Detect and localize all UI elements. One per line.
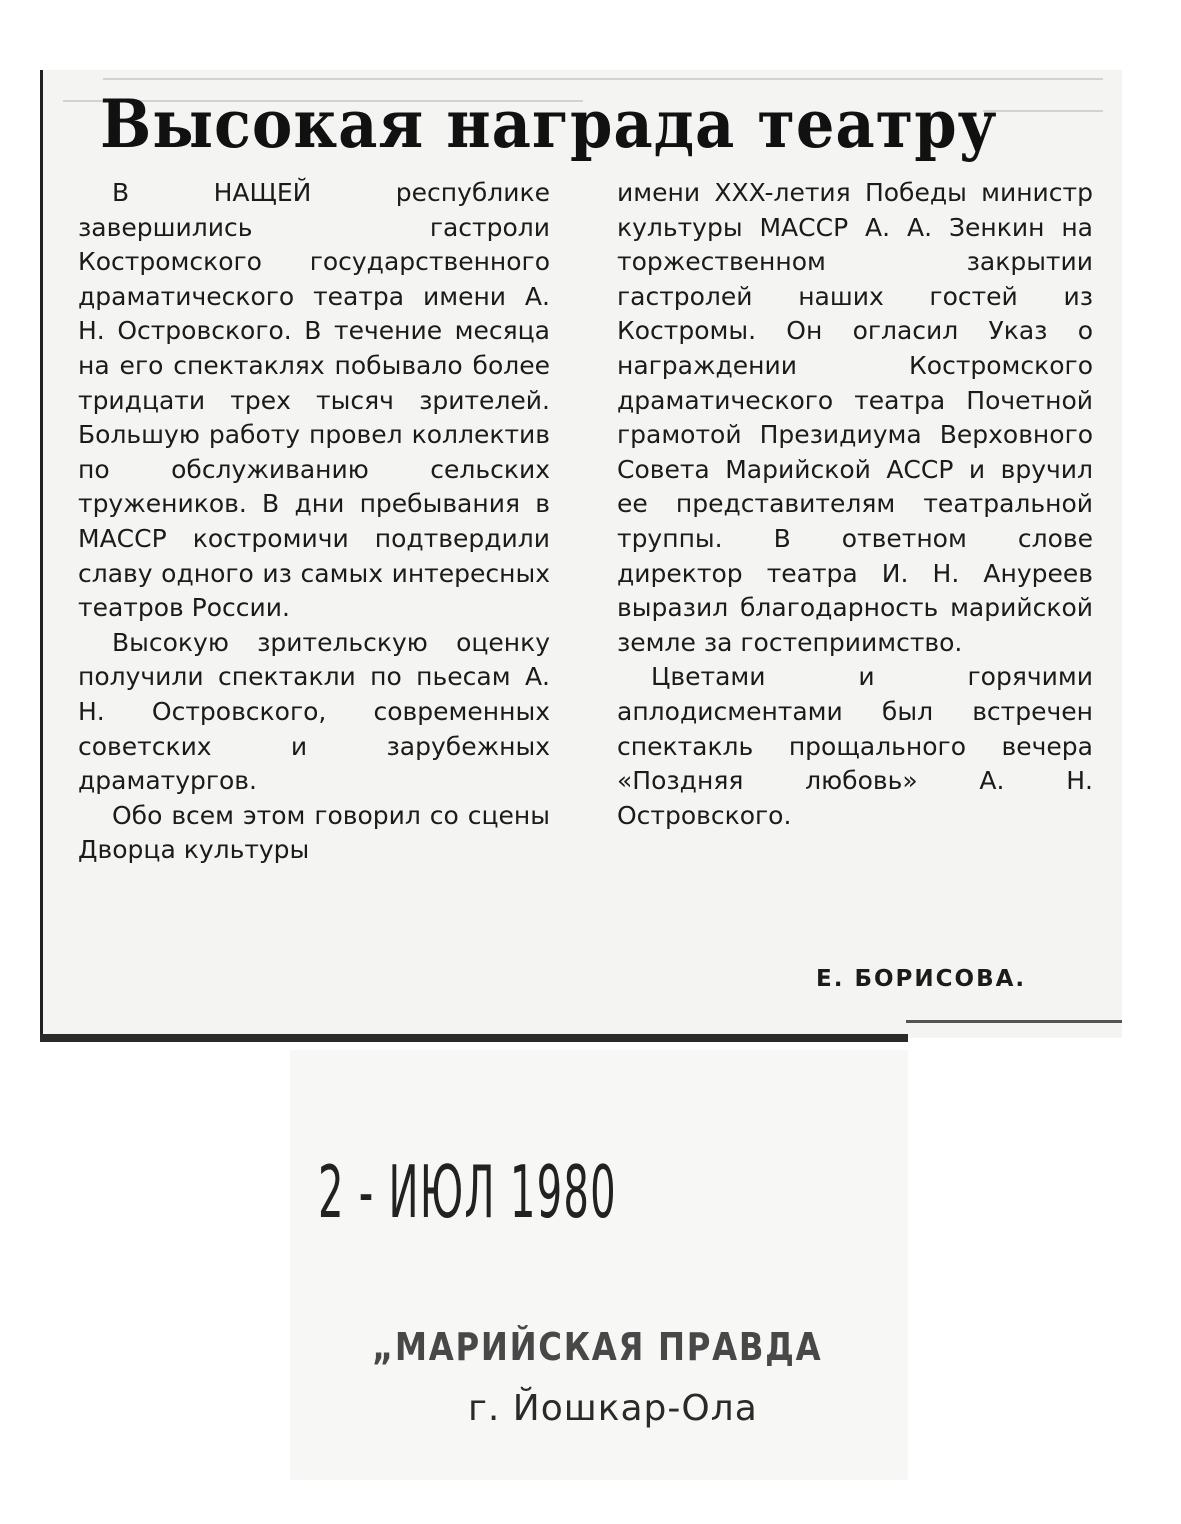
article-byline: Е. БОРИСОВА. <box>816 966 1027 992</box>
clipping-bottom-rule <box>40 1034 908 1042</box>
article-headline: Высокая награда театру <box>100 85 998 163</box>
article-paragraph: Цветами и горячими аплодисментами был встречен спектакль прощального вечера «Поздняя любовь» А. Н. Островского. <box>617 662 1093 830</box>
date-stamp: 2 - ИЮЛ 1980 <box>318 1150 617 1234</box>
newspaper-name-stamp: „МАРИЙСКАЯ ПРАВДА <box>372 1325 823 1369</box>
bleed-through-line <box>103 78 1103 80</box>
article-paragraph: Обо всем этом говорил со сцены Дворца культуры <box>78 800 550 865</box>
article-paragraph: Высокую зрительскую оценку получили спектакли по пьесам А. Н. Островского, современных советских и зарубежных драматургов. <box>78 627 550 796</box>
article-paragraph: В НАЩЕЙ республике завершились гастроли Костромского государственного драматического театра имени А. Н. Островского. В течение месяца на его спектаклях побывало более тридцати трех тысяч зрителей. Большую работу провел коллектив по обслуживанию сельских тружеников. В дни пребывания в МАССР костромичи подтвердили славу одного из самых интересных театров России. <box>78 178 550 623</box>
city-stamp: г. Йошкар-Ола <box>468 1388 758 1429</box>
bleed-through-line <box>983 110 1103 112</box>
clipping-edge <box>906 1020 1122 1023</box>
article-paragraph: имени XXX-летия Победы министр культуры МАССР А. А. Зенкин на торжественном закрытии гастролей наших гостей из Костромы. Он огласил Указ о награждении Костромского драматического театра Почетной грамотой Президиума Верховного Совета Марийской АССР и вручил ее представителям театральной труппы. В ответном слове директор театра И. Н. Ануреев выразил благодарность марийской земле за гостеприимство. <box>617 178 1093 657</box>
article-column-right <box>617 176 1093 833</box>
article-column-left <box>78 176 550 868</box>
